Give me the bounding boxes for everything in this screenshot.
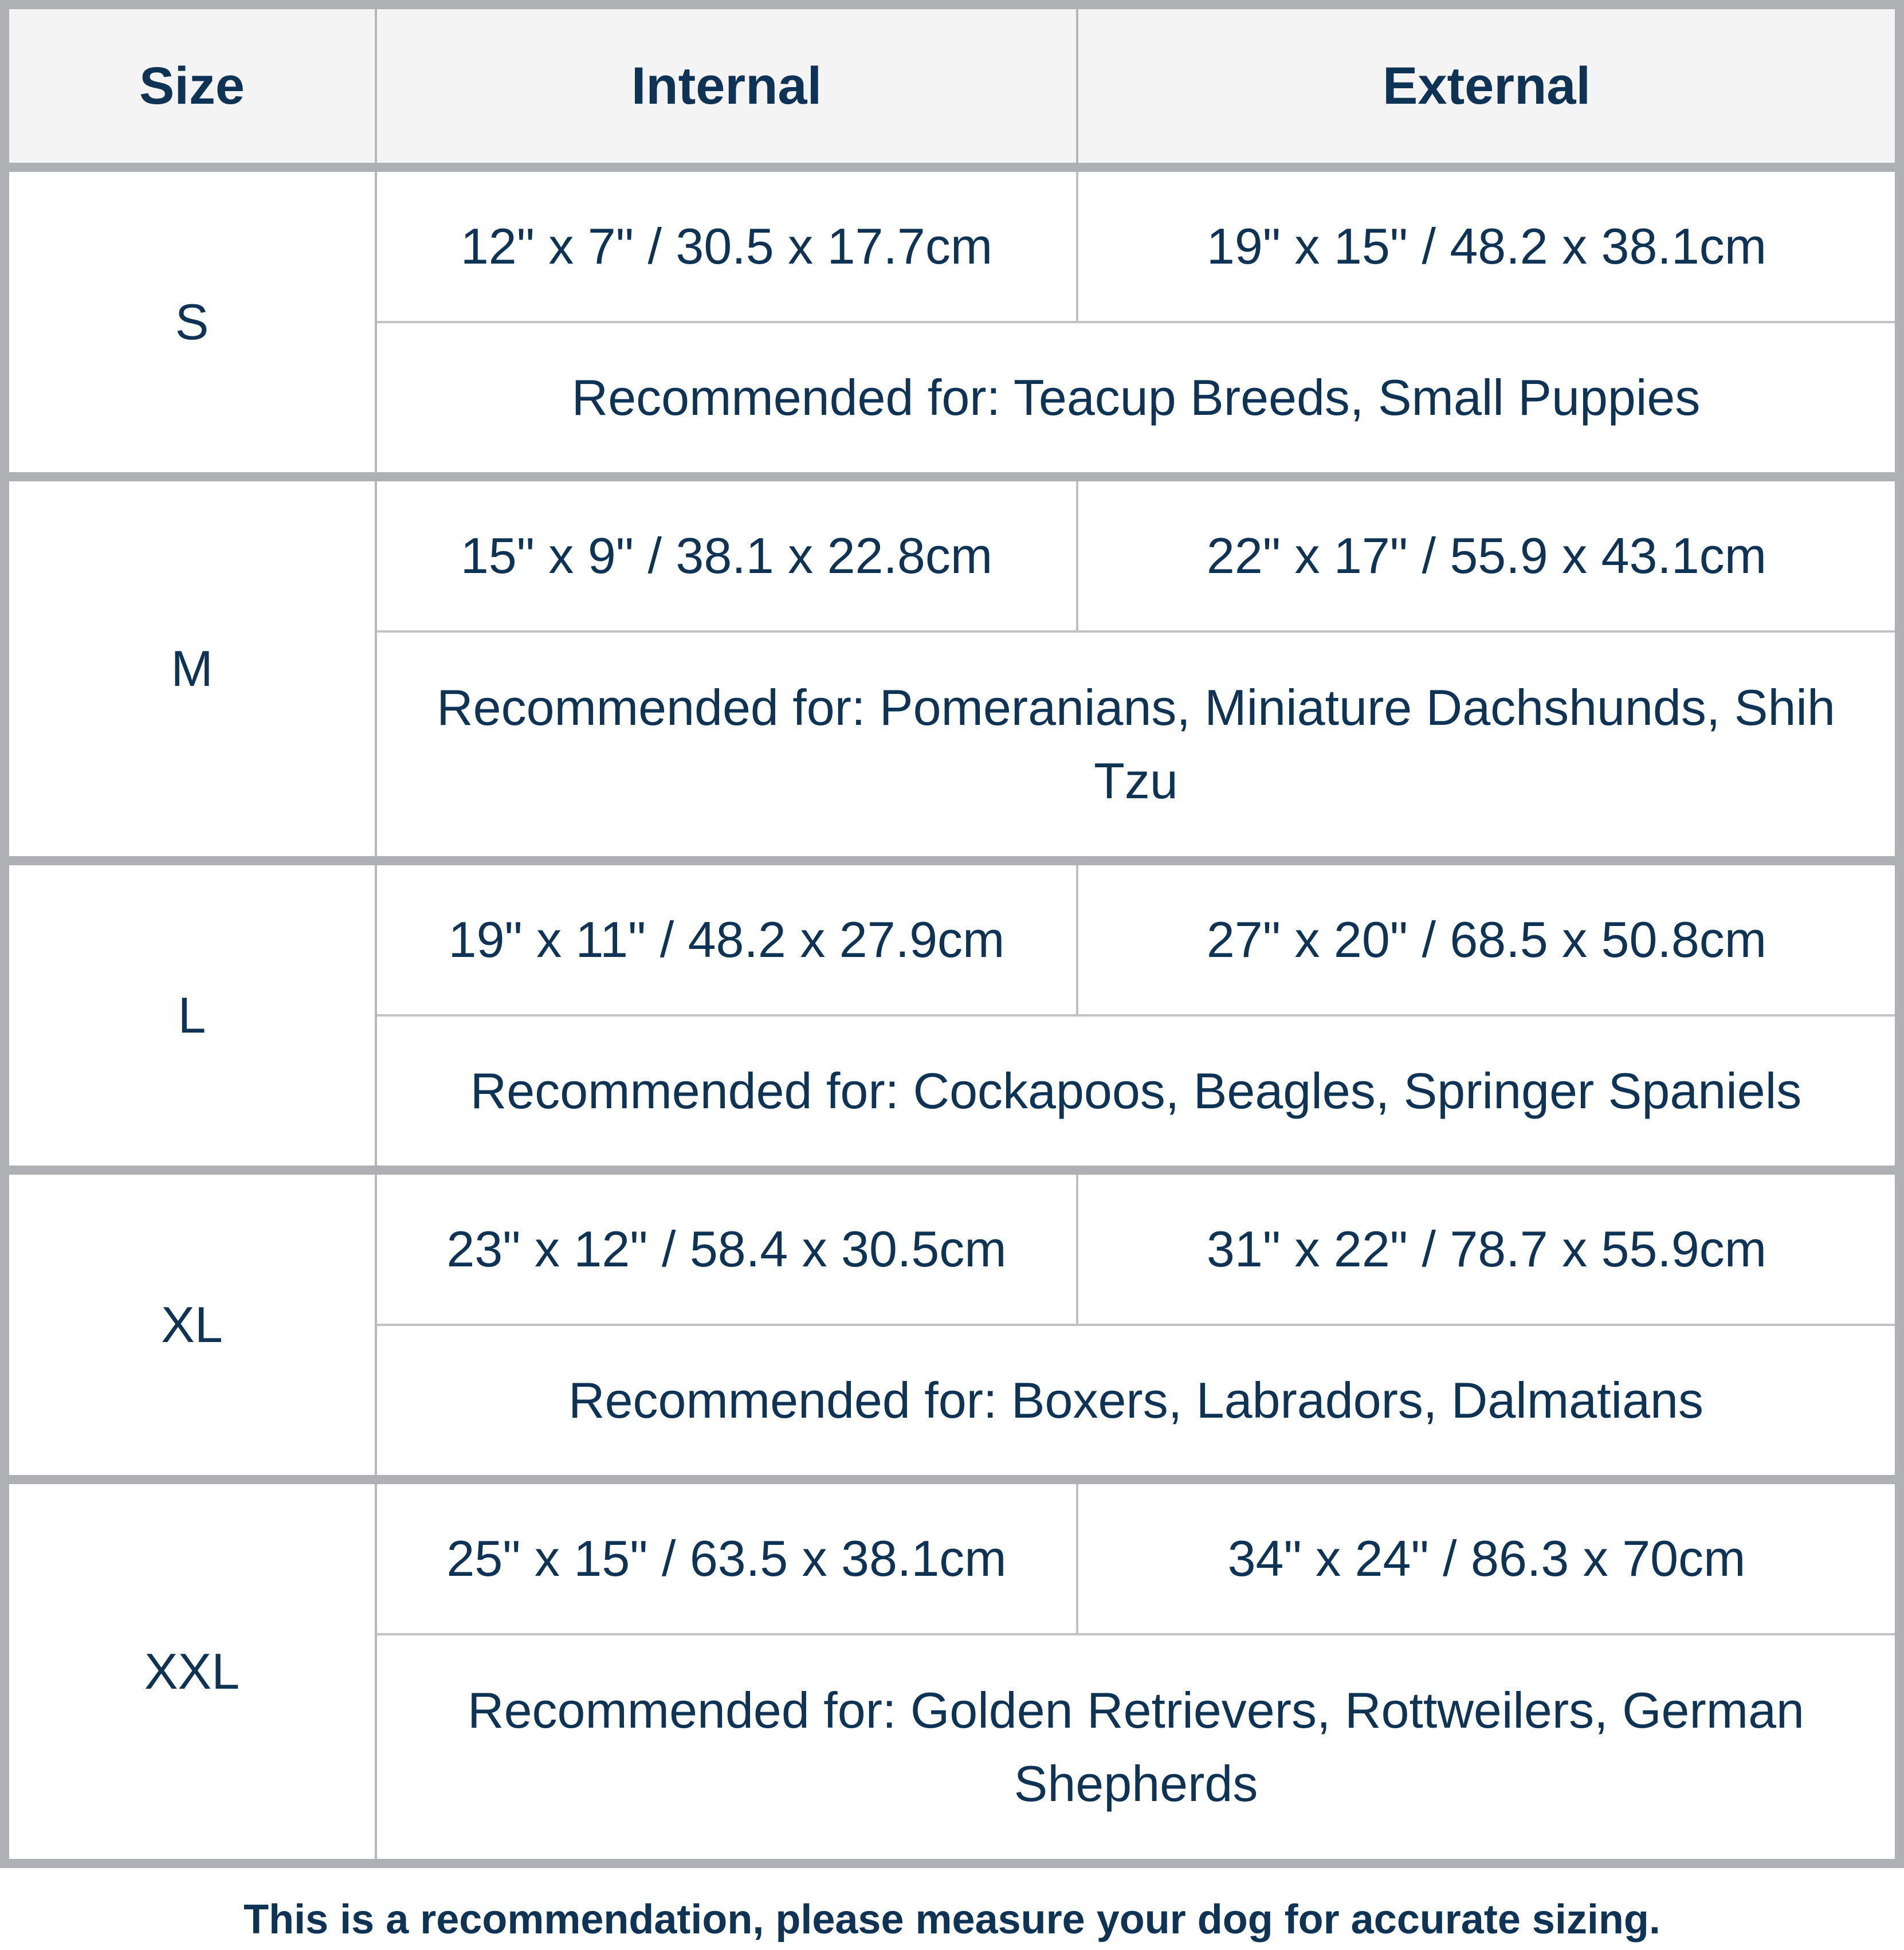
header-internal: Internal bbox=[376, 5, 1077, 167]
table-row-s-dimensions bbox=[5, 167, 1899, 322]
header-size: Size bbox=[5, 5, 376, 167]
internal-dimensions-xl: 23" x 12" / 58.4 x 30.5cm bbox=[376, 1170, 1077, 1325]
table-row-xxl-dimensions bbox=[5, 1480, 1899, 1634]
recommendation-l: Recommended for: Cockapoos, Beagles, Springer Spaniels bbox=[376, 1015, 1899, 1170]
internal-dimensions-xxl: 25" x 15" / 63.5 x 38.1cm bbox=[376, 1480, 1077, 1634]
size-label-xl: XL bbox=[5, 1170, 376, 1480]
external-dimensions-l: 27" x 20" / 68.5 x 50.8cm bbox=[1077, 861, 1899, 1015]
table-row-m-dimensions bbox=[5, 477, 1899, 631]
internal-dimensions-l: 19" x 11" / 48.2 x 27.9cm bbox=[376, 861, 1077, 1015]
recommendation-xxl: Recommended for: Golden Retrievers, Rottweilers, German Shepherds bbox=[376, 1634, 1899, 1863]
external-dimensions-s: 19" x 15" / 48.2 x 38.1cm bbox=[1077, 167, 1899, 322]
header-external: External bbox=[1077, 5, 1899, 167]
internal-dimensions-s: 12" x 7" / 30.5 x 17.7cm bbox=[376, 167, 1077, 322]
table-row-xl-dimensions bbox=[5, 1170, 1899, 1325]
recommendation-m: Recommended for: Pomeranians, Miniature Dachshunds, Shih Tzu bbox=[376, 631, 1899, 861]
footnote: This is a recommendation, please measure your dog for accurate sizing. bbox=[244, 1897, 1660, 1943]
internal-dimensions-m: 15" x 9" / 38.1 x 22.8cm bbox=[376, 477, 1077, 631]
external-dimensions-m: 22" x 17" / 55.9 x 43.1cm bbox=[1077, 477, 1899, 631]
recommendation-xl: Recommended for: Boxers, Labradors, Dalmatians bbox=[376, 1325, 1899, 1480]
external-dimensions-xxl: 34" x 24" / 86.3 x 70cm bbox=[1077, 1480, 1899, 1634]
size-label-l: L bbox=[5, 861, 376, 1170]
table-row-l-dimensions bbox=[5, 861, 1899, 1015]
external-dimensions-xl: 31" x 22" / 78.7 x 55.9cm bbox=[1077, 1170, 1899, 1325]
size-label-m: M bbox=[5, 477, 376, 861]
size-label-s: S bbox=[5, 167, 376, 477]
size-label-xxl: XXL bbox=[5, 1480, 376, 1863]
header-row bbox=[5, 5, 1899, 167]
recommendation-s: Recommended for: Teacup Breeds, Small Puppies bbox=[376, 322, 1899, 477]
